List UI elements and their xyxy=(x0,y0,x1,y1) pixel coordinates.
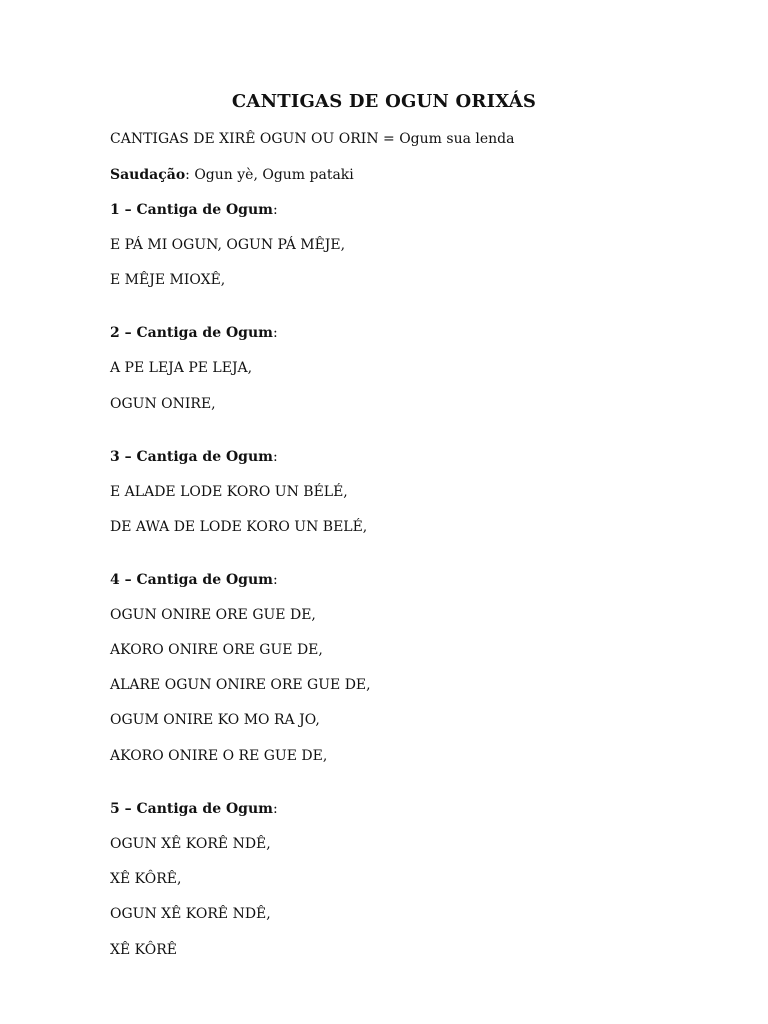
song-line: OGUN XÊ KORÊ NDÊ, xyxy=(110,906,271,922)
song-heading xyxy=(110,572,278,588)
intro-prefix: CANTIGAS DE XIRÊ OGUN OU ORIN = xyxy=(110,131,400,147)
song-line: E MÊJE MIOXÊ, xyxy=(110,272,226,288)
song-heading-colon: : xyxy=(272,325,278,341)
song-heading xyxy=(110,449,278,465)
song-line: XÊ KÔRÊ xyxy=(110,942,177,958)
song-line: ALARE OGUN ONIRE ORE GUE DE, xyxy=(110,677,371,693)
song-heading-text: 2 – Cantiga de Ogum xyxy=(110,325,273,341)
song-heading xyxy=(110,325,278,341)
intro-suffix: Ogum sua lenda xyxy=(399,131,515,147)
greeting-line xyxy=(110,167,354,183)
song-heading-text: 4 – Cantiga de Ogum xyxy=(110,572,273,588)
document-title: CANTIGAS DE OGUN ORIXÁS xyxy=(231,91,537,112)
song-line: DE AWA DE LODE KORO UN BELÉ, xyxy=(110,519,368,535)
song-heading-text: 3 – Cantiga de Ogum xyxy=(110,449,273,465)
song-heading xyxy=(110,202,278,218)
song-line: OGUN ONIRE, xyxy=(110,396,216,412)
song-line: E PÁ MI OGUN, OGUN PÁ MÊJE, xyxy=(110,237,346,253)
song-line: OGUM ONIRE KO MO RA JO, xyxy=(110,712,320,728)
song-line: OGUN ONIRE ORE GUE DE, xyxy=(110,607,316,623)
song-line: OGUN XÊ KORÊ NDÊ, xyxy=(110,836,271,852)
greeting-label: Saudação xyxy=(110,167,186,183)
song-line: AKORO ONIRE ORE GUE DE, xyxy=(110,642,323,658)
song-line: XÊ KÔRÊ, xyxy=(110,871,182,887)
song-heading-colon: : xyxy=(272,449,278,465)
greeting-colon: : xyxy=(185,167,190,183)
song-line: E ALADE LODE KORO UN BÉLÉ, xyxy=(110,484,348,500)
song-line: AKORO ONIRE O RE GUE DE, xyxy=(110,748,328,764)
song-heading-colon: : xyxy=(272,202,278,218)
song-line: A PE LEJA PE LEJA, xyxy=(110,360,253,376)
song-heading-text: 5 – Cantiga de Ogum xyxy=(110,801,273,817)
song-heading-colon: : xyxy=(272,801,278,817)
intro-line xyxy=(110,131,514,147)
greeting-text: Ogun yè, Ogum pataki xyxy=(189,167,354,183)
song-heading xyxy=(110,801,278,817)
song-heading-text: 1 – Cantiga de Ogum xyxy=(110,202,273,218)
song-heading-colon: : xyxy=(272,572,278,588)
